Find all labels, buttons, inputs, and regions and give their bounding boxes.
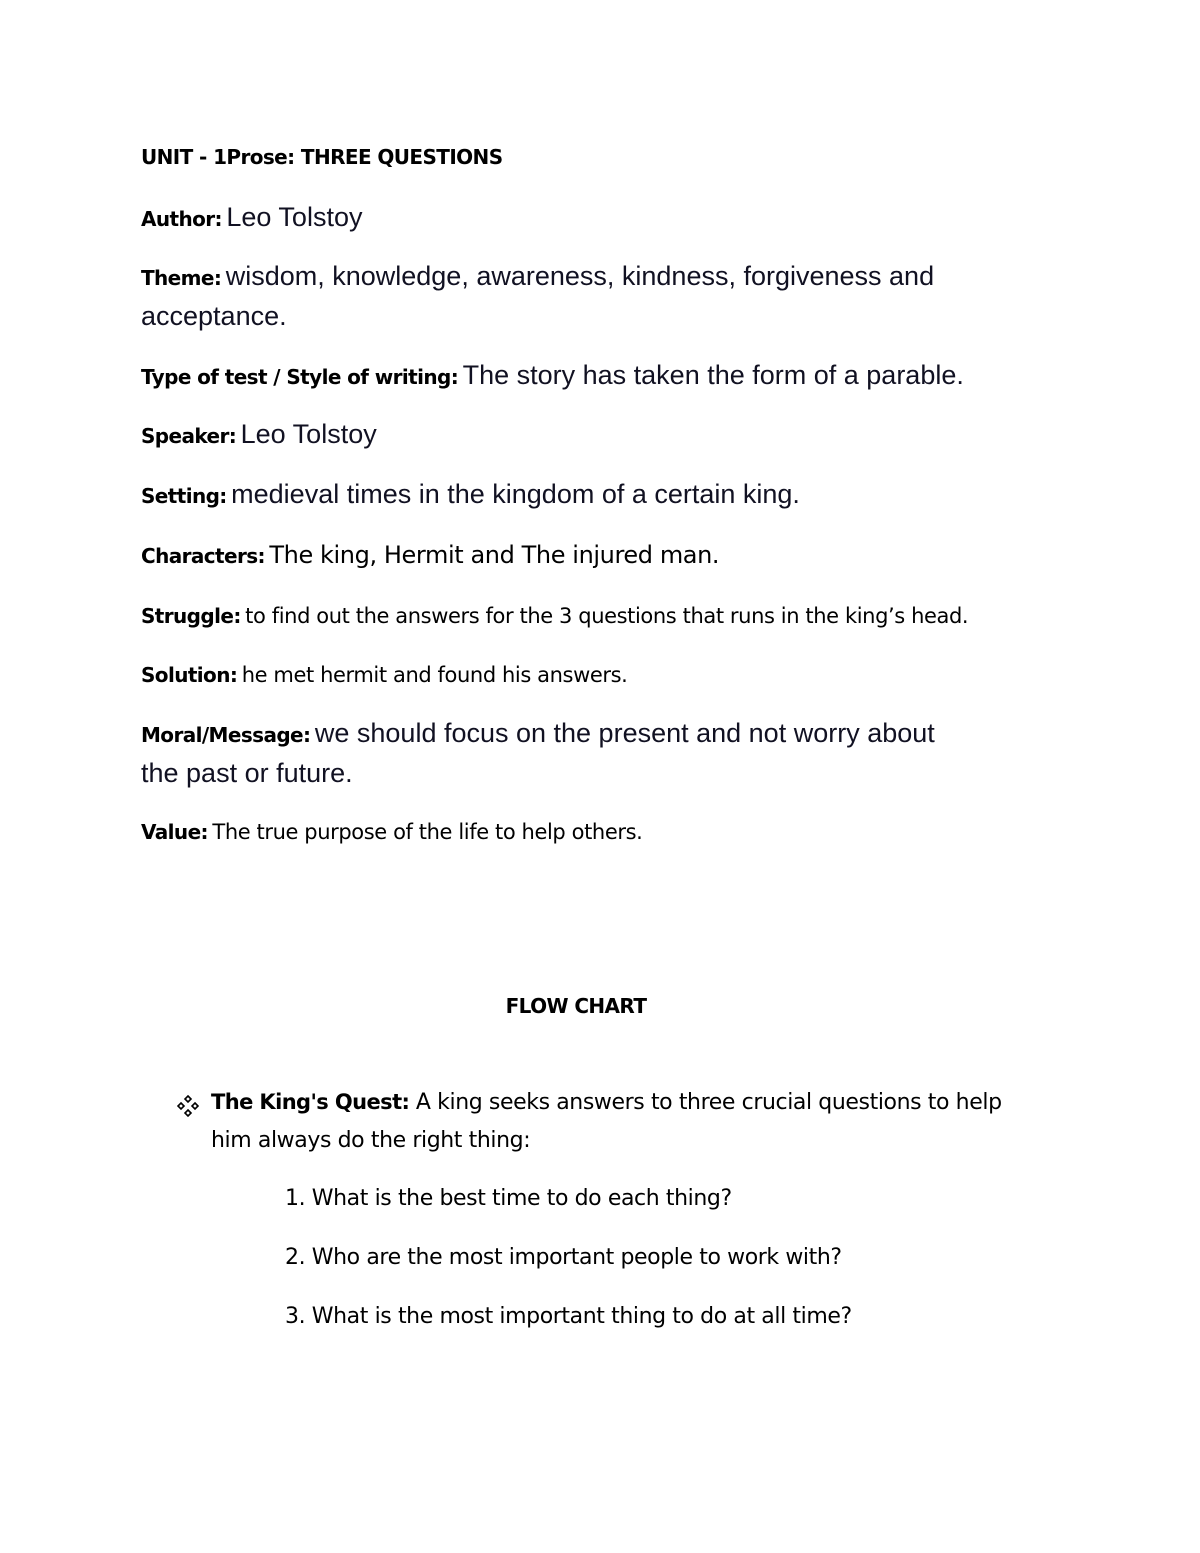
moral-label: Moral/Message: (141, 723, 311, 747)
solution-label: Solution: (141, 663, 238, 687)
type-value: The story has taken the form of a parable. (462, 360, 964, 390)
type-row (141, 360, 1041, 391)
solution-value: he met hermit and found his answers. (241, 663, 628, 687)
question-item-3: 3. What is the most important thing to do at all time? (285, 1304, 852, 1329)
theme-value-continued: acceptance. (141, 301, 287, 331)
moral-value-continued: the past or future. (141, 758, 353, 788)
setting-row (141, 479, 1041, 510)
kings-quest-text-continued: him always do the right thing: (211, 1128, 531, 1153)
author-value: Leo Tolstoy (226, 202, 363, 232)
flow-chart-title: FLOW CHART (505, 994, 647, 1018)
characters-value: The king, Hermit and The injured man. (269, 541, 720, 569)
solution-row (141, 663, 1041, 687)
speaker-value: Leo Tolstoy (240, 419, 377, 449)
question-item-1: 1. What is the best time to do each thing? (285, 1186, 732, 1211)
kings-quest-label: The King's Quest: (211, 1090, 410, 1114)
theme-value: wisdom, knowledge, awareness, kindness, forgiveness and (225, 261, 935, 291)
setting-label: Setting: (141, 484, 227, 508)
four-diamond-bullet-icon (177, 1095, 199, 1117)
characters-row (141, 541, 1041, 569)
characters-label: Characters: (141, 544, 265, 568)
struggle-value: to find out the answers for the 3 questions that runs in the king’s head. (245, 604, 969, 628)
value-value: The true purpose of the life to help others. (212, 820, 643, 844)
struggle-label: Struggle: (141, 604, 241, 628)
document-title: UNIT - 1Prose: THREE QUESTIONS (141, 145, 503, 169)
setting-value: medieval times in the kingdom of a certain king. (231, 479, 800, 509)
kings-quest-text: A king seeks answers to three crucial questions to help (415, 1090, 1002, 1115)
speaker-row (141, 419, 1041, 450)
speaker-label: Speaker: (141, 424, 237, 448)
theme-row (141, 261, 1041, 292)
value-label: Value: (141, 820, 208, 844)
struggle-row (141, 604, 1041, 628)
theme-label: Theme: (141, 266, 222, 290)
author-label: Author: (141, 207, 222, 231)
question-item-2: 2. Who are the most important people to work with? (285, 1245, 842, 1270)
moral-value: we should focus on the present and not worry about (314, 718, 935, 748)
kings-quest-line (211, 1090, 1002, 1115)
value-row (141, 820, 1041, 844)
type-label: Type of test / Style of writing: (141, 365, 459, 389)
moral-row (141, 718, 1041, 749)
author-row (141, 202, 1041, 233)
